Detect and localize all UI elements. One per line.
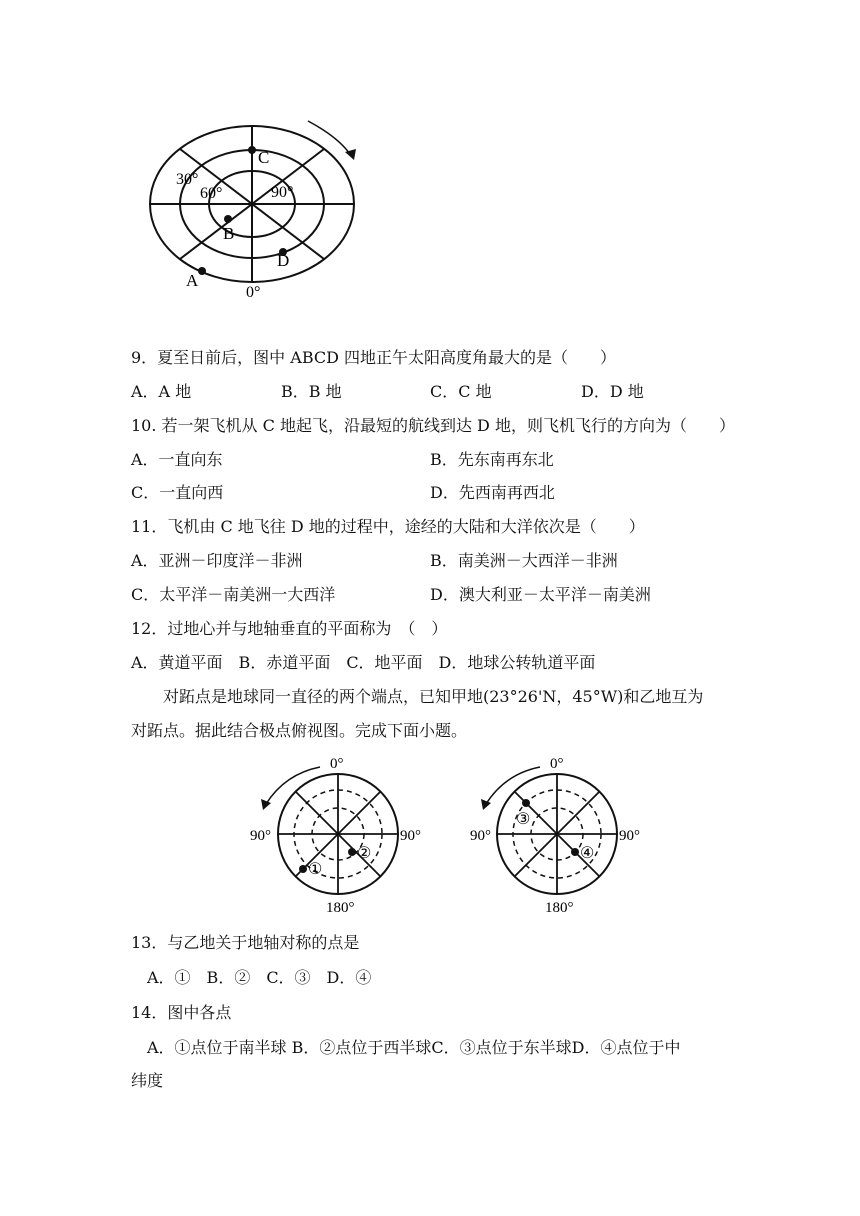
right-polar-view <box>470 756 640 916</box>
right-label-right: 90° <box>619 828 640 844</box>
right-label-bottom: 180° <box>545 900 574 916</box>
point-b <box>224 215 232 223</box>
label-30: 30° <box>176 171 199 188</box>
q13-options: A．① B．② C．③ D．④ <box>147 968 372 987</box>
q14-options: A．①点位于南半球 B．②点位于西半球C．③点位于东半球D．④点位于中 <box>147 1038 681 1057</box>
question-10: 10. 若一架飞机从 C 地起飞，沿最短的航线到达 D 地，则飞机飞行的方向为（ ） <box>131 416 735 435</box>
q11-option-a: A．亚洲－印度洋－非洲 <box>131 551 303 570</box>
question-13: 13．与乙地关于地轴对称的点是 <box>131 933 360 952</box>
left-rotation-arrowhead <box>261 799 271 810</box>
left-label-left: 90° <box>250 828 271 844</box>
polar-views-pair <box>0 752 860 922</box>
q10-option-a: A．一直向东 <box>131 450 223 469</box>
point-c <box>248 146 256 154</box>
left-point-2 <box>348 848 356 856</box>
left-point-1 <box>299 865 307 873</box>
q9-option-b: B．B 地 <box>281 382 342 401</box>
left-label-p1: ① <box>308 861 323 878</box>
label-d: D <box>277 251 290 270</box>
label-60: 60° <box>200 185 223 202</box>
question-9: 9．夏至日前后，图中 ABCD 四地正午太阳高度角最大的是（ ） <box>131 348 617 367</box>
rotation-arrow <box>308 121 352 157</box>
point-a <box>198 267 206 275</box>
q11-option-c: C．太平洋－南美洲一大西洋 <box>131 585 336 604</box>
label-b: B <box>223 224 235 243</box>
q10-option-c: C．一直向西 <box>131 483 224 502</box>
q9-option-d: D．D 地 <box>581 382 644 401</box>
label-0: 0° <box>246 284 261 301</box>
question-11: 11．飞机由 C 地飞往 D 地的过程中，途经的大陆和大洋依次是（ ） <box>131 517 645 536</box>
left-rotation-arrow <box>266 767 320 804</box>
q9-option-c: C．C 地 <box>430 382 492 401</box>
right-rotation-arrow <box>486 767 540 804</box>
passage-line-2: 对跖点。据此结合极点俯视图。完成下面小题。 <box>131 721 468 740</box>
polar-diagram-abcd <box>0 0 860 320</box>
question-12: 12．过地心并与地轴垂直的平面称为 （ ） <box>131 619 448 638</box>
q10-option-d: D．先西南再西北 <box>430 483 555 502</box>
right-label-p3: ③ <box>516 811 531 828</box>
left-label-top: 0° <box>330 756 344 772</box>
right-point-4 <box>571 848 579 856</box>
label-c: C <box>258 148 270 167</box>
left-label-bottom: 180° <box>326 900 355 916</box>
q10-option-b: B．先东南再东北 <box>430 450 554 469</box>
label-90: 90° <box>271 184 294 201</box>
left-label-right: 90° <box>400 828 421 844</box>
right-label-p4: ④ <box>580 845 595 862</box>
q9-option-a: A．A 地 <box>131 382 192 401</box>
right-point-3 <box>522 799 530 807</box>
q11-option-b: B．南美洲－大西洋－非洲 <box>430 551 618 570</box>
left-polar-view <box>250 756 421 916</box>
passage-line-1: 对跖点是地球同一直径的两个端点，已知甲地(23°26'N，45°W)和乙地互为 <box>163 687 704 706</box>
q12-options: A．黄道平面 B．赤道平面 C．地平面 D．地球公转轨道平面 <box>131 653 596 672</box>
label-a: A <box>186 271 199 290</box>
left-label-p2: ② <box>357 845 372 862</box>
question-14: 14．图中各点 <box>131 1003 232 1022</box>
right-label-top: 0° <box>550 756 564 772</box>
right-rotation-arrowhead <box>481 799 491 810</box>
right-label-left: 90° <box>470 828 491 844</box>
q11-option-d: D．澳大利亚－太平洋－南美洲 <box>430 585 651 604</box>
q14-options-cont: 纬度 <box>131 1071 164 1090</box>
